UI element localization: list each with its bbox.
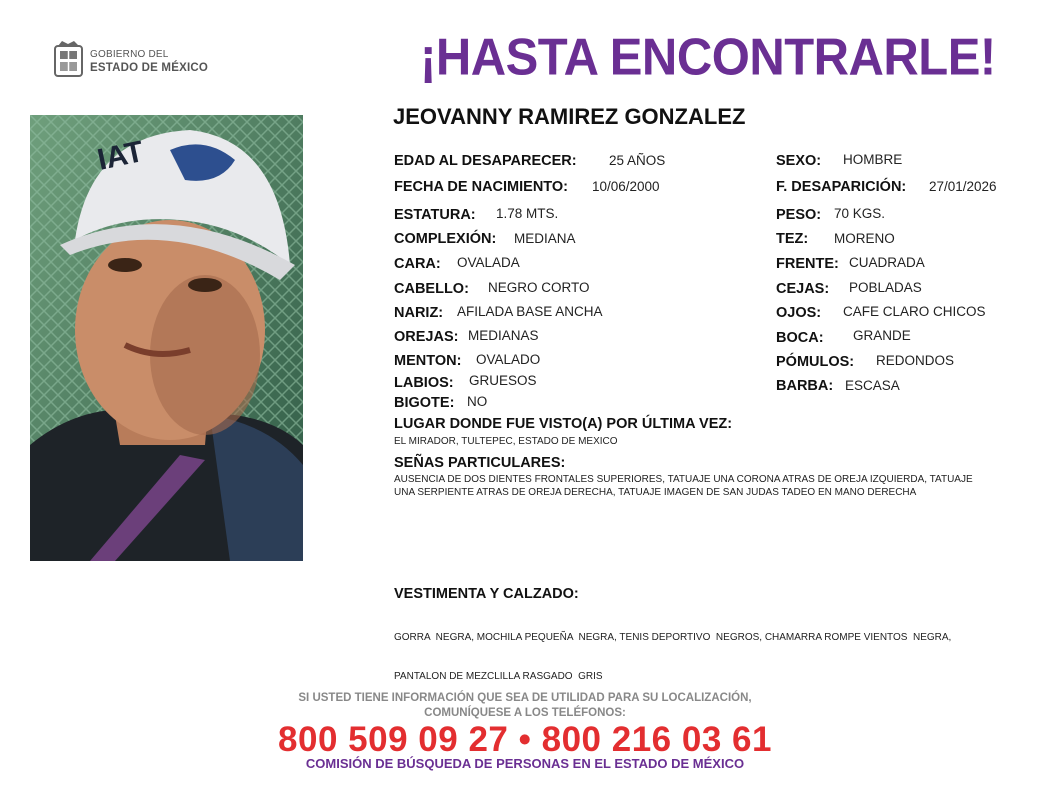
field-label-complexion: COMPLEXIÓN: — [394, 231, 497, 247]
phone-number-1[interactable]: 800 509 09 27 — [278, 720, 509, 759]
field-label-f-desaparicion: F. DESAPARICIÓN: — [776, 179, 907, 195]
field-value-cara: OVALADA — [457, 255, 520, 270]
field-value-pomulos: REDONDOS — [876, 353, 955, 368]
government-logo — [52, 38, 212, 80]
contact-note — [250, 691, 800, 721]
field-value-barba: ESCASA — [845, 378, 900, 393]
clothing-line-2: PANTALON DE MEZCLILLA RASGADO GRIS — [394, 671, 603, 682]
field-value-estatura: 1.78 MTS. — [496, 206, 559, 221]
contact-line-2: COMUNÍQUESE A LOS TELÉFONOS: — [424, 707, 626, 719]
field-value-menton: OVALADO — [476, 352, 541, 367]
field-value-orejas: MEDIANAS — [468, 328, 539, 343]
field-value-complexion: MEDIANA — [514, 231, 576, 246]
phone-separator: • — [518, 720, 532, 759]
person-name: JEOVANNY RAMIREZ GONZALEZ — [393, 104, 746, 129]
field-label-boca: BOCA: — [776, 330, 824, 346]
field-value-cejas: POBLADAS — [849, 280, 922, 295]
field-label-frente: FRENTE: — [776, 256, 839, 272]
person-photo — [30, 115, 303, 561]
state-seal-icon — [52, 38, 85, 78]
field-label-pomulos: PÓMULOS: — [776, 354, 855, 370]
contact-line-1: SI USTED TIENE INFORMACIÓN QUE SEA DE UTILIDAD PARA SU LOCALIZACIÓN, — [298, 692, 752, 704]
field-label-menton: MENTON: — [394, 353, 462, 369]
last-seen-value: EL MIRADOR, TULTEPEC, ESTADO DE MEXICO — [394, 436, 618, 447]
logo-line-2: ESTADO DE MÉXICO — [90, 62, 208, 74]
svg-text:IAT: IAT — [94, 134, 147, 177]
headline: ¡HASTA ENCONTRARLE! — [420, 29, 996, 87]
clothing-text — [394, 605, 951, 696]
field-label-cabello: CABELLO: — [394, 281, 469, 297]
phone-number-2[interactable]: 800 216 03 61 — [541, 720, 772, 759]
field-label-nariz: NARIZ: — [394, 305, 444, 321]
field-label-tez: TEZ: — [776, 231, 809, 247]
field-label-barba: BARBA: — [776, 378, 834, 394]
features-line-1: AUSENCIA DE DOS DIENTES FRONTALES SUPERIORES, TATUAJE UNA CORONA ATRAS DE OREJA IZQUIERDA, TATUAJE — [394, 474, 973, 485]
field-label-estatura: ESTATURA: — [394, 207, 476, 223]
features-line-2: UNA SERPIENTE ATRAS DE OREJA DERECHA, TATUAJE IMAGEN DE SAN JUDAS TADEO EN MANO DERECHA — [394, 487, 917, 498]
phone-numbers — [200, 720, 850, 760]
photo-illustration — [30, 115, 303, 561]
logo-line-1: GOBIERNO DEL — [90, 49, 169, 60]
commission-name: COMISIÓN DE BÚSQUEDA DE PERSONAS EN EL ESTADO DE MÉXICO — [305, 756, 745, 771]
field-value-ojos: CAFE CLARO CHICOS — [843, 304, 986, 319]
features-text — [394, 473, 973, 499]
field-label-ojos: OJOS: — [776, 305, 822, 321]
field-label-cejas: CEJAS: — [776, 281, 830, 297]
field-value-labios: GRUESOS — [469, 373, 537, 388]
field-value-tez: MORENO — [834, 231, 895, 246]
field-value-edad: 25 AÑOS — [609, 153, 666, 168]
field-value-sexo: HOMBRE — [843, 152, 903, 167]
clothing-line-1: GORRA NEGRA, MOCHILA PEQUEÑA NEGRA, TENIS DEPORTIVO NEGROS, CHAMARRA ROMPE VIENTOS NEGRA, — [394, 632, 952, 643]
clothing-label: VESTIMENTA Y CALZADO: — [394, 586, 579, 602]
field-label-orejas: OREJAS: — [394, 329, 459, 345]
field-label-fecha-nacimiento: FECHA DE NACIMIENTO: — [394, 179, 568, 195]
field-value-cabello: NEGRO CORTO — [488, 280, 590, 295]
field-value-frente: CUADRADA — [849, 255, 925, 270]
field-label-labios: LABIOS: — [394, 375, 454, 391]
features-label: SEÑAS PARTICULARES: — [394, 455, 566, 471]
field-label-peso: PESO: — [776, 207, 822, 223]
field-value-boca: GRANDE — [853, 328, 911, 343]
field-label-edad: EDAD AL DESAPARECER: — [394, 153, 577, 169]
field-value-peso: 70 KGS. — [834, 206, 886, 221]
last-seen-label: LUGAR DONDE FUE VISTO(A) POR ÚLTIMA VEZ: — [394, 416, 733, 432]
field-label-bigote: BIGOTE: — [394, 395, 455, 411]
field-label-cara: CARA: — [394, 256, 441, 272]
field-value-f-desaparicion: 27/01/2026 — [929, 179, 997, 194]
field-label-sexo: SEXO: — [776, 153, 822, 169]
field-value-fecha-nacimiento: 10/06/2000 — [592, 179, 660, 194]
field-value-bigote: NO — [467, 394, 488, 409]
field-value-nariz: AFILADA BASE ANCHA — [457, 304, 603, 319]
